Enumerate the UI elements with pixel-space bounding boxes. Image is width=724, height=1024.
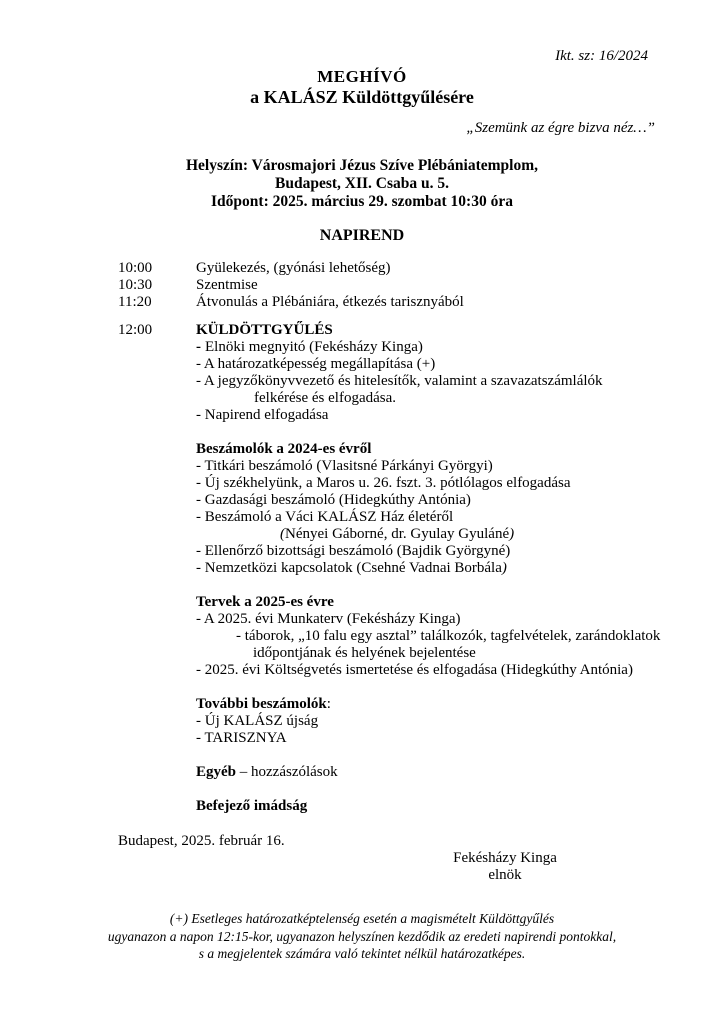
- schedule-time: 10:30: [118, 277, 153, 293]
- schedule-activity: Átvonulás a Plébániára, étkezés tarisznyából: [196, 294, 464, 310]
- agenda-item-continuation: felkérése és elfogadása.: [254, 390, 397, 406]
- section-heading: [196, 696, 668, 713]
- further-reports-section: [196, 696, 668, 747]
- footnote-line-3: s a megjelentek számára való tekintet nélkül határozatképes.: [198, 946, 526, 961]
- agenda-item: - A jegyzőkönyvvezető és hitelesítők, valamint a szavazatszámlálók: [196, 373, 603, 389]
- venue-line-2: Budapest, XII. Csaba u. 5.: [275, 175, 449, 192]
- assembly-title: KÜLDÖTTGYŰLÉS: [196, 322, 333, 338]
- agenda-item: - Napirend elfogadása: [196, 407, 329, 423]
- page-title: MEGHÍVÓ: [317, 67, 407, 86]
- agenda-subitem-continuation: időpontjának és helyének bejelentése: [253, 645, 476, 661]
- agenda-heading: NAPIREND: [319, 227, 405, 244]
- agenda-item: [196, 339, 668, 356]
- page-subtitle: a KALÁSZ Küldöttgyűlésére: [250, 87, 474, 107]
- signature-name: Fekésházy Kinga: [453, 850, 557, 866]
- date-line: Budapest, 2025. február 16.: [118, 833, 285, 849]
- other-label: Egyéb: [196, 764, 237, 780]
- agenda-item: - A határozatképesség megállapítása (+): [196, 356, 436, 372]
- other-item: [196, 764, 668, 781]
- section-heading-text: További beszámolók: [196, 696, 327, 712]
- datetime-line: Időpont: 2025. március 29. szombat 10:30 óra: [211, 193, 513, 210]
- agenda-item: - Titkári beszámoló (Vlasitsné Párkányi Györgyi): [196, 458, 493, 474]
- agenda-item: [196, 560, 668, 577]
- agenda-item: - TARISZNYA: [196, 730, 287, 746]
- agenda-item: - Gazdasági beszámoló (Hidegkúthy Antónia): [196, 492, 471, 508]
- footnote: [0, 910, 724, 963]
- signature-block: [400, 850, 610, 884]
- schedule-activity: Gyülekezés, (gyónási lehetőség): [196, 260, 391, 276]
- plans-2025-section: [196, 594, 668, 679]
- schedule-time: 10:00: [118, 260, 153, 276]
- agenda-item: - 2025. évi Költségvetés ismertetése és elfogadása (Hidegkúthy Antónia): [196, 662, 633, 678]
- agenda-item: - Ellenőrző bizottsági beszámoló (Bajdik Györgyné): [196, 543, 511, 559]
- paren-close: ): [509, 526, 515, 542]
- agenda-item-text: - Nemzetközi kapcsolatok (Csehné Vadnai Borbála: [196, 560, 502, 576]
- schedule-row: [118, 260, 668, 277]
- other-text: – hozzászólások: [236, 764, 338, 780]
- assembly-title-row: [118, 322, 668, 339]
- paren-close: ): [501, 560, 507, 576]
- agenda-item-text: Elnöki megnyitó (Fekésházy Kinga): [205, 339, 423, 355]
- reference-number: Ikt. sz: 16/2024: [555, 48, 648, 64]
- assembly-block: [118, 322, 668, 424]
- agenda-subitem: - táborok, „10 falu egy asztal” találkozók, tagfelvételek, zarándoklatok: [236, 628, 661, 644]
- heading-colon: :: [326, 696, 331, 712]
- schedule-activity: Szentmise: [196, 277, 258, 293]
- paren-open: (: [280, 526, 285, 542]
- agenda-item-continuation: [280, 526, 668, 543]
- assembly-time: 12:00: [118, 322, 153, 338]
- footnote-line-1: (+) Esetleges határozatképtelenség esetén a magismételt Küldöttgyűlés: [169, 911, 555, 926]
- presenter-names: Nényei Gáborné, dr. Gyulay Gyuláné: [285, 526, 510, 542]
- closing-prayer: Befejező imádság: [196, 798, 308, 814]
- section-heading: Beszámolók a 2024-es évről: [196, 441, 372, 457]
- item-dash: -: [196, 339, 201, 355]
- venue-line-1: Helyszín: Városmajori Jézus Szíve Plébániatemplom,: [185, 157, 538, 174]
- schedule-time: 11:20: [118, 294, 152, 310]
- assembly-items: [196, 339, 668, 424]
- schedule-row: [118, 277, 668, 294]
- footnote-line-2: ugyanazon a napon 12:15-kor, ugyanazon helyszínen kezdődik az eredeti napirendi pontokkal,: [107, 928, 617, 944]
- venue-block: [0, 157, 724, 211]
- agenda-item: - Új székhelyünk, a Maros u. 26. fszt. 3. pótlólagos elfogadása: [196, 475, 571, 491]
- agenda-body: [0, 260, 724, 884]
- agenda-item: - A 2025. évi Munkaterv (Fekésházy Kinga): [196, 611, 461, 627]
- reports-2024-section: [196, 441, 668, 577]
- agenda-item: - Új KALÁSZ újság: [196, 713, 319, 729]
- agenda-item: - Beszámoló a Váci KALÁSZ Ház életéről: [196, 509, 454, 525]
- signature-role: elnök: [488, 867, 522, 883]
- motto-quote: „Szemünk az égre bizva néz…”: [466, 120, 655, 136]
- schedule-row: [118, 294, 668, 311]
- section-heading: Tervek a 2025-es évre: [196, 594, 334, 610]
